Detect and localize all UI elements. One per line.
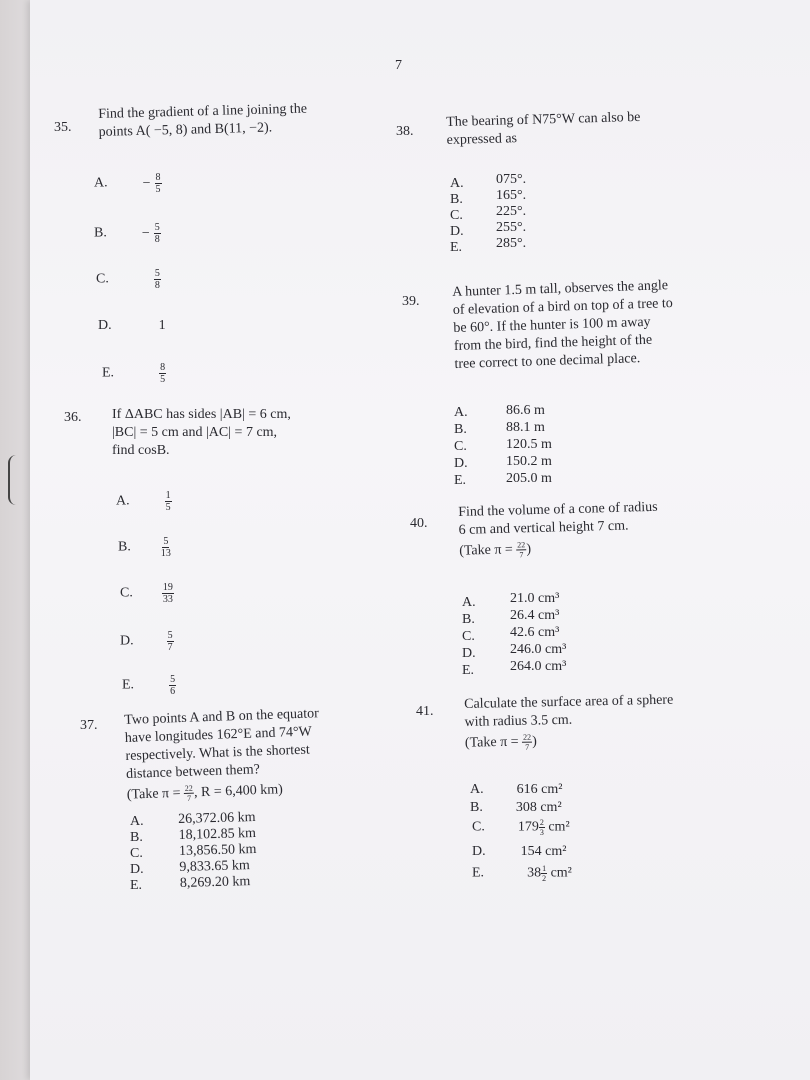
option-b[interactable]: B.: [454, 422, 467, 437]
option-c[interactable]: C.: [462, 629, 475, 644]
option-b[interactable]: B. 308 cm²: [470, 800, 562, 815]
option-a[interactable]: A. 616 cm²: [470, 782, 563, 797]
option-e[interactable]: E. $\frac{5}{6}$: [122, 674, 176, 697]
option-e[interactable]: E.: [462, 663, 475, 678]
fraction: $\frac{2}{3}$: [539, 818, 544, 837]
binder-clip-edge: [8, 455, 18, 505]
fraction: $\frac{5}{6}$: [170, 674, 176, 697]
page-number: 7: [395, 58, 402, 73]
question-text: A hunter 1.5 m tall, observes the angle of elevation of a bird on top of a tree to be 60°. If the hunter is 100 m away from the bird, find the height of the tree correct to one decimal place.: [452, 278, 674, 372]
option-a[interactable]: A. $\frac{1}{5}$: [116, 490, 171, 513]
option-e[interactable]: E.: [450, 240, 463, 255]
fraction: $\frac{5}{8}$: [154, 222, 160, 245]
option-values: 21.0 cm³ 26.4 cm³ 42.6 cm³ 246.0 cm³ 264.0 cm³: [510, 591, 567, 674]
option-b[interactable]: B.: [450, 192, 463, 207]
fraction: $\frac{5}{7}$: [167, 630, 173, 653]
option-c[interactable]: C. $\frac{19}{33}$: [120, 582, 173, 605]
exam-page: [30, 0, 810, 1080]
option-values: 26,372.06 km 18,102.85 km 13,856.50 km 9,833.65 km 8,269.20 km: [178, 809, 257, 891]
fraction: $\frac{8}{5}$: [155, 172, 161, 195]
pi-radius-note: (Take π = $\frac{22}{7}$ , R = 6,400 km): [126, 782, 284, 803]
option-a[interactable]: A. − $\frac{8}{5}$: [94, 172, 161, 195]
option-d[interactable]: D. 154 cm²: [472, 844, 567, 859]
option-values: 075°. 165°. 225°. 255°. 285°.: [496, 172, 527, 251]
question-number: 38.: [396, 124, 414, 139]
option-c[interactable]: C.: [130, 846, 143, 861]
question-number: 35.: [54, 120, 72, 135]
question-text: The bearing of N75°W can also be expressed as: [446, 109, 641, 148]
question-text: Find the gradient of a line joining the points A( −5, 8) and B(11, −2).: [98, 101, 308, 140]
option-d[interactable]: D.: [130, 862, 144, 877]
fraction: $\frac{5}{8}$: [154, 268, 160, 291]
option-c[interactable]: C. 179 $\frac{2}{3}$ cm²: [472, 818, 570, 837]
pi-note: (Take π = $\frac{22}{7}$ ): [459, 540, 532, 560]
question-number: 40.: [410, 516, 428, 531]
option-labels: [130, 814, 144, 894]
option-b[interactable]: B.: [462, 612, 475, 627]
question-number: 36.: [64, 410, 82, 425]
option-c[interactable]: C.: [450, 208, 463, 223]
option-e[interactable]: E.: [130, 878, 143, 893]
option-b[interactable]: B. − $\frac{5}{8}$: [94, 222, 160, 245]
fraction: $\frac{1}{2}$: [542, 864, 547, 883]
option-e[interactable]: E.: [454, 473, 467, 488]
option-d[interactable]: D.: [454, 456, 468, 471]
question-number: 41.: [416, 704, 434, 719]
option-c[interactable]: C.: [454, 439, 467, 454]
option-a[interactable]: A.: [450, 176, 464, 191]
fraction: $\frac{1}{5}$: [165, 490, 171, 513]
option-values: 86.6 m 88.1 m 120.5 m 150.2 m 205.0 m: [506, 403, 552, 486]
option-labels: [454, 404, 468, 489]
option-labels: [462, 594, 476, 679]
question-number: 39.: [402, 294, 420, 309]
question-text: If ΔABC has sides |AB| = 6 cm, |BC| = 5 cm and |AC| = 7 cm, find cosB.: [112, 407, 291, 458]
option-d[interactable]: D. $\frac{5}{7}$: [120, 630, 173, 653]
question-number: 37.: [80, 718, 98, 733]
fraction: $\frac{5}{13}$: [160, 536, 171, 559]
option-a[interactable]: A.: [454, 405, 468, 420]
option-d[interactable]: D.: [462, 646, 476, 661]
option-c[interactable]: C. $\frac{5}{8}$: [96, 268, 160, 291]
question-text: Calculate the surface area of a sphere with radius 3.5 cm. (Take π = $\frac{22}{7}$ ): [464, 692, 674, 752]
option-b[interactable]: B.: [130, 830, 143, 845]
question-text: Find the volume of a cone of radius 6 cm and vertical height 7 cm. (Take π = $\frac{22}{7}$ ): [458, 499, 658, 560]
option-labels: [450, 176, 464, 256]
option-a[interactable]: A.: [130, 814, 144, 829]
fraction: $\frac{19}{33}$: [162, 582, 173, 605]
option-d[interactable]: D. 1: [98, 318, 166, 333]
option-e[interactable]: E. 38 $\frac{1}{2}$ cm²: [472, 864, 572, 883]
fraction: $\frac{8}{5}$: [160, 362, 166, 385]
pi-note: (Take π = $\frac{22}{7}$ ): [464, 732, 537, 752]
option-d[interactable]: D.: [450, 224, 464, 239]
option-a[interactable]: A.: [462, 595, 476, 610]
question-text: Two points A and B on the equator have longitudes 162°E and 74°W respectively. What is the shortest distance between them? (Take π = $\frac{22}{7}$ , R = 6,400 km): [124, 705, 322, 805]
option-e[interactable]: E. $\frac{8}{5}$: [102, 362, 166, 385]
option-b[interactable]: B. $\frac{5}{13}$: [118, 536, 171, 559]
